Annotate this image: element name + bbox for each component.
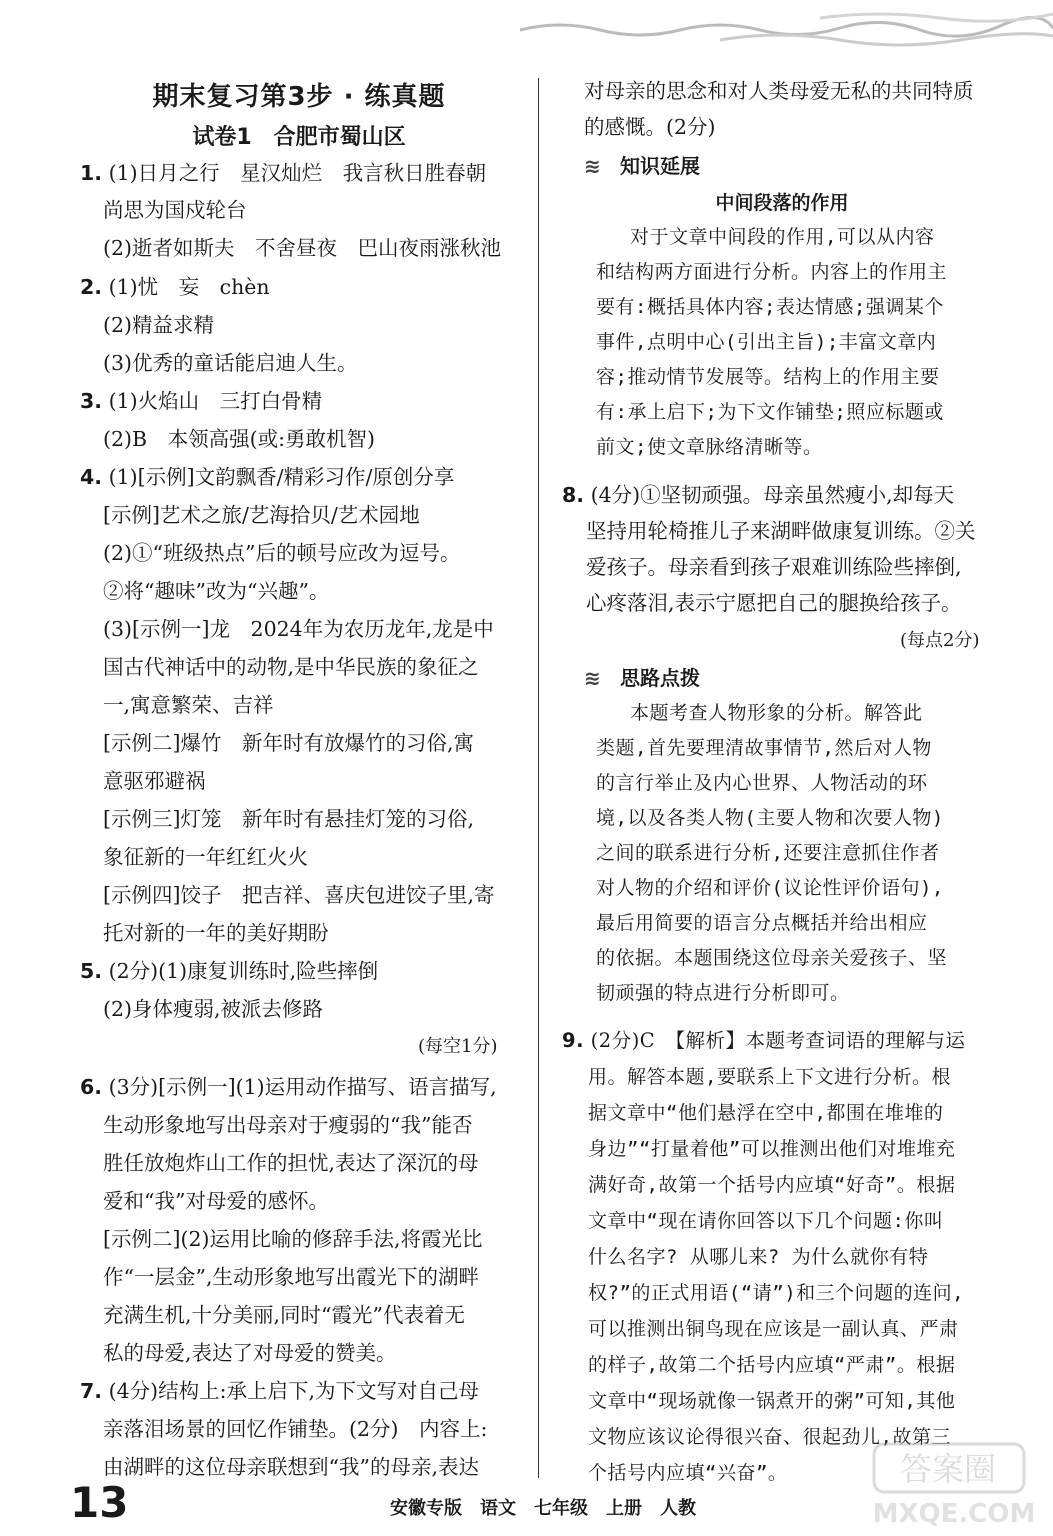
watermark-logo bbox=[870, 1440, 1045, 1530]
thinking-tips-heading bbox=[584, 662, 700, 691]
answer-line: 亲落泪场景的回忆作铺垫。(2分) 内容上: bbox=[103, 1417, 488, 1441]
extension-line: 要有:概括具体内容;表达情感;强调某个 bbox=[596, 296, 944, 318]
answer-line: 坚持用轮椅推儿子来湖畔做康复训练。②关 bbox=[586, 519, 976, 543]
tip-line: 韧顽强的特点进行分析即可。 bbox=[596, 982, 850, 1004]
tip-line: 类题,首先要理清故事情节,然后对人物 bbox=[596, 737, 932, 759]
score-note: (每点2分) bbox=[900, 630, 980, 651]
extension-title: 中间段落的作用 bbox=[715, 192, 849, 214]
answer-line: (2)B 本领高强(或:勇敢机智) bbox=[103, 427, 376, 451]
answer-line: 意驱邪避祸 bbox=[103, 769, 206, 793]
tip-line: 最后用简要的语言分点概括并给出相应 bbox=[596, 912, 928, 934]
wave-lines-icon: ≋ bbox=[584, 666, 601, 690]
question-number: 4. bbox=[80, 465, 103, 489]
question-number: 6. bbox=[80, 1075, 103, 1099]
answer-line: [示例四]饺子 把吉祥、喜庆包进饺子里,寄 bbox=[103, 883, 495, 907]
answer-line: 由湖畔的这位母亲联想到“我”的母亲,表达 bbox=[103, 1455, 479, 1479]
question-text: (1)日月之行 星汉灿烂 我言秋日胜春朝 bbox=[102, 161, 487, 185]
answer-line: 对母亲的思念和对人类母爱无私的共同特质 bbox=[584, 79, 974, 103]
question-line bbox=[562, 1026, 965, 1056]
extension-line: 和结构两方面进行分析。内容上的作用主 bbox=[596, 261, 948, 283]
question-text: (1)[示例]文韵飘香/精彩习作/原创分享 bbox=[102, 465, 455, 489]
question-text: (4分)①坚韧顽强。母亲虽然瘦小,却每天 bbox=[584, 483, 955, 507]
question-number: 5. bbox=[80, 959, 103, 983]
question-text: (2分)(1)康复训练时,险些摔倒 bbox=[102, 959, 379, 983]
question-number: 9. bbox=[562, 1029, 584, 1052]
knowledge-extension-heading bbox=[584, 150, 700, 179]
question-number: 8. bbox=[562, 483, 585, 507]
thinking-tips-label: 思路点拨 bbox=[620, 666, 700, 690]
answer-line: (2)精益求精 bbox=[103, 313, 215, 337]
question-number: 1. bbox=[80, 161, 103, 185]
answer-line: 可以推测出铜鸟现在应该是一副认真、严肃 bbox=[588, 1318, 959, 1340]
answer-line: 文物应该议论得很兴奋、很起劲儿,故第三 bbox=[588, 1426, 951, 1448]
answer-line: 充满生机,十分美丽,同时“霞光”代表着无 bbox=[103, 1303, 465, 1327]
tip-line: 对人物的介绍和评价(议论性评价语句), bbox=[596, 877, 944, 899]
answer-line: 象征新的一年红红火火 bbox=[103, 845, 308, 869]
answer-line: 托对新的一年的美好期盼 bbox=[103, 921, 329, 945]
answer-line: 国古代神话中的动物,是中华民族的象征之 bbox=[103, 655, 479, 679]
wave-lines-icon: ≋ bbox=[584, 154, 601, 178]
answer-line: (每空1分) bbox=[418, 1036, 498, 1057]
answer-line: [示例二]爆竹 新年时有放爆竹的习俗,寓 bbox=[103, 731, 475, 755]
answer-line: 心疼落泪,表示宁愿把自己的腿换给孩子。 bbox=[586, 591, 962, 615]
question-text: (4分)结构上:承上启下,为下文写对自己母 bbox=[102, 1379, 480, 1403]
question-line bbox=[562, 480, 954, 510]
extension-line: 前文;使文章脉络清晰等。 bbox=[596, 436, 823, 458]
tip-line: 的依据。本题围绕这位母亲关爱孩子、坚 bbox=[596, 947, 948, 969]
question-text: (2分)C 【解析】本题考查词语的理解与运 bbox=[583, 1029, 966, 1052]
answer-line: 作“一层金”,生动形象地写出霞光下的湖畔 bbox=[103, 1265, 479, 1289]
answer-line: 满好奇,故第一个括号内应填“好奇”。根据 bbox=[588, 1174, 956, 1196]
tip-line: 境,以及各类人物(主要人物和次要人物) bbox=[596, 807, 944, 829]
knowledge-extension-label: 知识延展 bbox=[620, 154, 700, 178]
answer-line: 私的母爱,表达了对母爱的赞美。 bbox=[103, 1341, 397, 1365]
answer-line: 生动形象地写出母亲对于瘦弱的“我”能否 bbox=[103, 1113, 473, 1137]
answer-line: (2)逝者如斯夫 不舍昼夜 巴山夜雨涨秋池 bbox=[103, 236, 502, 260]
answer-line: 个括号内应填“兴奋”。 bbox=[588, 1462, 788, 1484]
answer-line: (3)[示例一]龙 2024年为农历龙年,龙是中 bbox=[103, 617, 494, 641]
answer-line: 身边”“打量着他”可以推测出他们对堆堆充 bbox=[588, 1138, 956, 1160]
answer-line: 据文章中“他们悬浮在空中,都围在堆堆的 bbox=[588, 1102, 944, 1124]
answer-line: [示例二](2)运用比喻的修辞手法,将霞光比 bbox=[103, 1227, 483, 1251]
tip-line: 本题考查人物形象的分析。解答此 bbox=[630, 702, 923, 724]
answer-line: 爱和“我”对母爱的感怀。 bbox=[103, 1189, 329, 1213]
answer-line: (3)优秀的童话能启迪人生。 bbox=[103, 351, 358, 375]
answer-line: 尚思为国戍轮台 bbox=[103, 198, 247, 222]
tip-line: 之间的联系进行分析,还要注意抓住作者 bbox=[596, 842, 940, 864]
top-wave-decoration bbox=[520, 0, 1053, 60]
column-divider bbox=[538, 78, 539, 1478]
exam-subtitle: 试卷1 合肥市蜀山区 bbox=[192, 125, 406, 150]
question-number: 3. bbox=[80, 389, 103, 413]
answer-line: 的感慨。(2分) bbox=[584, 115, 716, 139]
question-text: (1)火焰山 三打白骨精 bbox=[102, 389, 323, 413]
answer-line: 一,寓意繁荣、吉祥 bbox=[103, 693, 274, 717]
extension-line: 容;推动情节发展等。结构上的作用主要 bbox=[596, 366, 940, 388]
page-number: 13 bbox=[70, 1478, 129, 1527]
question-line bbox=[80, 956, 378, 986]
answer-line: 什么名字? 从哪儿来? 为什么就你有特 bbox=[588, 1246, 929, 1268]
answer-line: (2)①“班级热点”后的顿号应改为逗号。 bbox=[103, 541, 461, 565]
answer-line: 爱孩子。母亲看到孩子艰难训练险些摔倒, bbox=[586, 555, 962, 579]
question-line bbox=[80, 1376, 479, 1406]
answer-line: 用。解答本题,要联系上下文进行分析。根 bbox=[588, 1066, 951, 1088]
answer-line: 文章中“现场就像一锅煮开的粥”可知,其他 bbox=[588, 1390, 956, 1412]
question-number: 2. bbox=[80, 275, 103, 299]
watermark-line1: 答案圈 bbox=[899, 1450, 997, 1488]
page-title: 期末复习第3步 · 练真题 bbox=[152, 82, 446, 112]
question-text: (1)忧 妄 chèn bbox=[102, 275, 270, 299]
answer-line: 文章中“现在请你回答以下几个问题:你叫 bbox=[588, 1210, 944, 1232]
question-line bbox=[80, 462, 454, 492]
question-text: (3分)[示例一](1)运用动作描写、语言描写, bbox=[102, 1075, 497, 1099]
footer-text: 安徽专版 语文 七年级 上册 人教 bbox=[390, 1498, 696, 1519]
tip-line: 的言行举止及内心世界、人物活动的环 bbox=[596, 772, 928, 794]
extension-line: 事件,点明中心(引出主旨);丰富文章内 bbox=[596, 331, 937, 353]
question-line bbox=[80, 272, 270, 302]
question-line bbox=[80, 1072, 497, 1102]
question-line bbox=[80, 158, 486, 188]
answer-line: 胜任放炮炸山工作的担忧,表达了深沉的母 bbox=[103, 1151, 479, 1175]
question-line bbox=[80, 386, 322, 416]
answer-line: (2)身体瘦弱,被派去修路 bbox=[103, 997, 324, 1021]
answer-line: [示例]艺术之旅/艺海拾贝/艺术园地 bbox=[103, 503, 420, 527]
answer-line: 的样子,故第二个括号内应填“严肃”。根据 bbox=[588, 1354, 956, 1376]
answer-line: 权?”的正式用语(“请”)和三个问题的连问, bbox=[588, 1282, 965, 1304]
answer-line: [示例三]灯笼 新年时有悬挂灯笼的习俗, bbox=[103, 807, 475, 831]
extension-line: 对于文章中间段的作用,可以从内容 bbox=[630, 226, 935, 248]
extension-line: 有:承上启下;为下文作铺垫;照应标题或 bbox=[596, 401, 944, 423]
question-number: 7. bbox=[80, 1379, 103, 1403]
answer-line: ②将“趣味”改为“兴趣”。 bbox=[103, 579, 330, 603]
watermark-line2: MXQE.COM bbox=[872, 1499, 1036, 1529]
